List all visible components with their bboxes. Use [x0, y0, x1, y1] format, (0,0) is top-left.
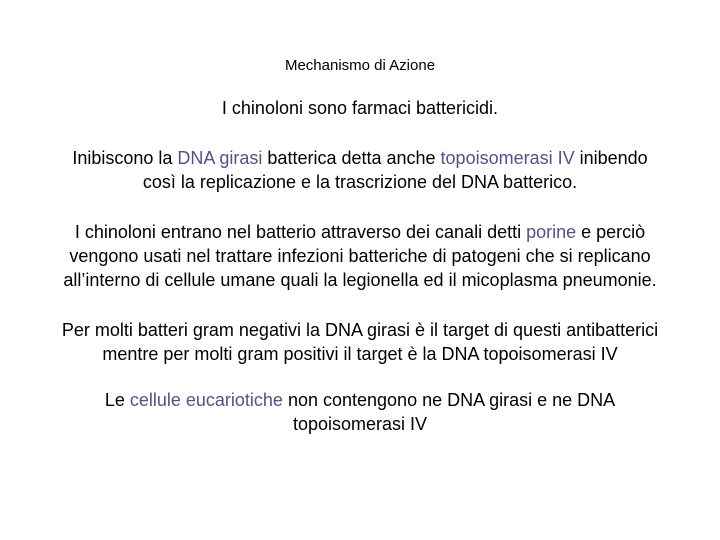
text-run: mentre per molti gram positivi il target è la DNA topoisomerasi IV	[102, 344, 618, 364]
text-line	[10, 412, 710, 436]
text-run: I chinoloni sono farmaci battericidi.	[221, 98, 499, 118]
porine-term: porine	[526, 222, 577, 242]
text-run: topoisomerasi IV	[292, 414, 428, 434]
text-line	[10, 318, 710, 342]
text-line	[10, 170, 710, 194]
paragraph-porine	[10, 220, 710, 292]
text-run: all’interno di cellule umane quali la legionella ed il micoplasma pneumonie.	[63, 270, 657, 290]
text-run: vengono usati nel trattare infezioni batteriche di patogeni che si replicano	[69, 246, 651, 266]
text-run: così la replicazione e la trascrizione del DNA batterico.	[142, 172, 578, 192]
text-line	[10, 342, 710, 366]
text-line	[10, 220, 710, 244]
text-run: e perciò	[576, 222, 646, 242]
paragraph-gram-targets	[10, 318, 710, 366]
text-run: inibendo	[574, 148, 648, 168]
text-line	[10, 244, 710, 268]
text-line	[10, 96, 710, 120]
text-run: I chinoloni entrano nel batterio attraverso dei canali detti	[74, 222, 527, 242]
text-run: Per molti batteri gram negativi la DNA girasi è il target di questi antibatterici	[61, 320, 659, 340]
cellule-eucariotiche-term: cellule eucariotiche	[129, 390, 283, 410]
paragraph-mechanism	[10, 146, 710, 194]
text-run: batterica detta anche	[262, 148, 441, 168]
text-run: non contengono ne DNA girasi e ne DNA	[282, 390, 616, 410]
dna-girasi-term: DNA girasi	[177, 148, 263, 168]
paragraph-bactericidal	[10, 96, 710, 120]
slide-title: Mechanismo di Azione	[284, 57, 436, 74]
text-run: Inibiscono la	[72, 148, 178, 168]
text-line	[10, 268, 710, 292]
text-run: Le	[104, 390, 130, 410]
topoisomerasi-term: topoisomerasi IV	[440, 148, 575, 168]
text-line	[10, 388, 710, 412]
text-line	[10, 146, 710, 170]
paragraph-eukaryotic	[10, 388, 710, 436]
